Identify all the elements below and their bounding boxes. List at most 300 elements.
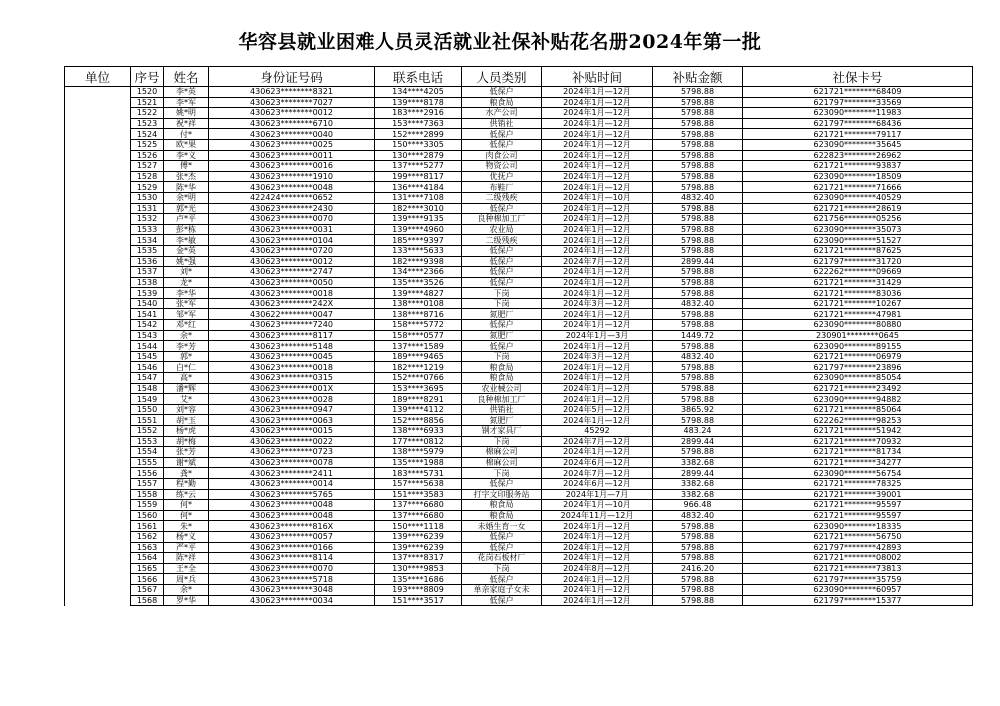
category-cell: 良种棉加工厂 <box>462 394 542 405</box>
name-cell: 李*英 <box>164 87 209 98</box>
column-header: 人员类别 <box>462 67 542 87</box>
seq-cell: 1560 <box>131 510 164 521</box>
unit-cell <box>65 256 131 267</box>
amount-cell: 5798.88 <box>653 214 743 225</box>
card-number-cell: 621721********23492 <box>743 383 973 394</box>
card-number-cell: 621756********05256 <box>743 214 973 225</box>
unit-cell <box>65 478 131 489</box>
category-cell: 低保户 <box>462 267 542 278</box>
unit-cell <box>65 320 131 331</box>
phone-cell: 137****5277 <box>375 161 462 172</box>
category-cell: 单亲家庭子女未 <box>462 584 542 595</box>
amount-cell: 5798.88 <box>653 245 743 256</box>
period-cell: 2024年1月—12月 <box>542 553 653 564</box>
id-number-cell: 430623********0070 <box>209 563 375 574</box>
table-row <box>65 531 973 542</box>
period-cell: 2024年1月—12月 <box>542 235 653 246</box>
amount-cell: 5798.88 <box>653 224 743 235</box>
period-cell: 2024年1月—12月 <box>542 203 653 214</box>
category-cell: 棉麻公司 <box>462 447 542 458</box>
seq-cell: 1541 <box>131 309 164 320</box>
column-header: 单位 <box>65 67 131 87</box>
card-number-cell: 621797********15377 <box>743 595 973 606</box>
phone-cell: 193****8809 <box>375 584 462 595</box>
period-cell: 2024年1月—12月 <box>542 362 653 373</box>
id-number-cell: 430623********0012 <box>209 256 375 267</box>
card-number-cell: 621721********87625 <box>743 245 973 256</box>
period-cell: 2024年1月—12月 <box>542 584 653 595</box>
column-header: 身份证号码 <box>209 67 375 87</box>
name-cell: 练*云 <box>164 489 209 500</box>
category-cell: 氮肥厂 <box>462 309 542 320</box>
phone-cell: 137****8317 <box>375 553 462 564</box>
card-number-cell: 621721********70932 <box>743 436 973 447</box>
name-cell: 王*全 <box>164 563 209 574</box>
amount-cell: 5798.88 <box>653 288 743 299</box>
card-number-cell: 621797********42893 <box>743 542 973 553</box>
card-number-cell: 621721********95597 <box>743 500 973 511</box>
amount-cell: 5798.88 <box>653 108 743 119</box>
phone-cell: 150****3305 <box>375 139 462 150</box>
amount-cell: 5798.88 <box>653 447 743 458</box>
name-cell: 余* <box>164 330 209 341</box>
phone-cell: 139****9135 <box>375 214 462 225</box>
table-row <box>65 245 973 256</box>
phone-cell: 134****4205 <box>375 87 462 98</box>
unit-cell <box>65 182 131 193</box>
table-row <box>65 330 973 341</box>
phone-cell: 189****8291 <box>375 394 462 405</box>
category-cell: 下岗 <box>462 351 542 362</box>
card-number-cell: 621797********31720 <box>743 256 973 267</box>
seq-cell: 1550 <box>131 404 164 415</box>
name-cell: 程*勤 <box>164 478 209 489</box>
column-header: 社保卡号 <box>743 67 973 87</box>
category-cell: 低保户 <box>462 277 542 288</box>
amount-cell: 5798.88 <box>653 182 743 193</box>
table-row <box>65 457 973 468</box>
amount-cell: 5798.88 <box>653 320 743 331</box>
table-row <box>65 510 973 521</box>
card-number-cell: 621721********85064 <box>743 404 973 415</box>
id-number-cell: 430623********8117 <box>209 330 375 341</box>
seq-cell: 1557 <box>131 478 164 489</box>
table-row <box>65 288 973 299</box>
category-cell: 花岗石板材厂 <box>462 553 542 564</box>
seq-cell: 1539 <box>131 288 164 299</box>
table-row <box>65 373 973 384</box>
table-row <box>65 489 973 500</box>
amount-cell: 5798.88 <box>653 161 743 172</box>
phone-cell: 182****1219 <box>375 362 462 373</box>
amount-cell: 5798.88 <box>653 415 743 426</box>
id-number-cell: 430623********0045 <box>209 351 375 362</box>
id-number-cell: 430623********0723 <box>209 447 375 458</box>
id-number-cell: 430623********0070 <box>209 214 375 225</box>
category-cell: 供销社 <box>462 118 542 129</box>
name-cell: 欧*果 <box>164 139 209 150</box>
name-cell: 杨*义 <box>164 531 209 542</box>
phone-cell: 137****1589 <box>375 341 462 352</box>
name-cell: 胡*玉 <box>164 415 209 426</box>
card-number-cell: 621721********51942 <box>743 426 973 437</box>
amount-cell: 5798.88 <box>653 118 743 129</box>
period-cell: 2024年11月—12月 <box>542 510 653 521</box>
category-cell: 肉食公司 <box>462 150 542 161</box>
card-number-cell: 621721********28619 <box>743 203 973 214</box>
period-cell: 2024年1月—12月 <box>542 373 653 384</box>
unit-cell <box>65 584 131 595</box>
name-cell: 陈*祥 <box>164 553 209 564</box>
name-cell: 刘*容 <box>164 404 209 415</box>
id-number-cell: 430623********0166 <box>209 542 375 553</box>
category-cell: 粮食局 <box>462 362 542 373</box>
table-row <box>65 447 973 458</box>
seq-cell: 1559 <box>131 500 164 511</box>
category-cell: 钢才家具厂 <box>462 426 542 437</box>
amount-cell: 5798.88 <box>653 553 743 564</box>
amount-cell: 5798.88 <box>653 574 743 585</box>
phone-cell: 134****2366 <box>375 267 462 278</box>
card-number-cell: 621797********33569 <box>743 97 973 108</box>
category-cell: 低保户 <box>462 478 542 489</box>
id-number-cell: 430623********5765 <box>209 489 375 500</box>
table-row <box>65 150 973 161</box>
period-cell: 2024年6月—12月 <box>542 457 653 468</box>
name-cell: 邓*红 <box>164 320 209 331</box>
id-number-cell: 430623********0078 <box>209 457 375 468</box>
seq-cell: 1554 <box>131 447 164 458</box>
phone-cell: 183****2916 <box>375 108 462 119</box>
unit-cell <box>65 309 131 320</box>
id-number-cell: 430623********8114 <box>209 553 375 564</box>
category-cell: 粮食局 <box>462 97 542 108</box>
unit-cell <box>65 171 131 182</box>
unit-cell <box>65 108 131 119</box>
name-cell: 朱* <box>164 521 209 532</box>
amount-cell: 5798.88 <box>653 309 743 320</box>
id-number-cell: 430623********0018 <box>209 362 375 373</box>
card-number-cell: 622823********26962 <box>743 150 973 161</box>
column-header: 姓名 <box>164 67 209 87</box>
card-number-cell: 623090********18335 <box>743 521 973 532</box>
seq-cell: 1531 <box>131 203 164 214</box>
card-number-cell: 623090********18509 <box>743 171 973 182</box>
phone-cell: 152****0766 <box>375 373 462 384</box>
table-row <box>65 192 973 203</box>
seq-cell: 1536 <box>131 256 164 267</box>
amount-cell: 5798.88 <box>653 150 743 161</box>
name-cell: 彭*栋 <box>164 224 209 235</box>
category-cell: 下岗 <box>462 288 542 299</box>
id-number-cell: 430623********3048 <box>209 584 375 595</box>
unit-cell <box>65 489 131 500</box>
phone-cell: 150****1118 <box>375 521 462 532</box>
card-number-cell: 621721********73813 <box>743 563 973 574</box>
period-cell: 2024年1月—12月 <box>542 118 653 129</box>
amount-cell: 5798.88 <box>653 235 743 246</box>
unit-cell <box>65 97 131 108</box>
period-cell: 2024年1月—12月 <box>542 309 653 320</box>
card-number-cell: 621721********93837 <box>743 161 973 172</box>
phone-cell: 138****8716 <box>375 309 462 320</box>
seq-cell: 1551 <box>131 415 164 426</box>
table-row <box>65 139 973 150</box>
table-row <box>65 436 973 447</box>
seq-cell: 1546 <box>131 362 164 373</box>
unit-cell <box>65 341 131 352</box>
id-number-cell: 430623********6710 <box>209 118 375 129</box>
period-cell: 2024年7月—12月 <box>542 256 653 267</box>
seq-cell: 1556 <box>131 468 164 479</box>
amount-cell: 5798.88 <box>653 362 743 373</box>
page-title: 华容县就业困难人员灵活就业社保补贴花名册2024年第一批 <box>238 31 762 53</box>
amount-cell: 5798.88 <box>653 139 743 150</box>
unit-cell <box>65 447 131 458</box>
table-row <box>65 521 973 532</box>
unit-cell <box>65 468 131 479</box>
category-cell: 低保户 <box>462 341 542 352</box>
card-number-cell: 623090********80880 <box>743 320 973 331</box>
amount-cell: 1449.72 <box>653 330 743 341</box>
id-number-cell: 430623********0040 <box>209 129 375 140</box>
name-cell: 邹*军 <box>164 309 209 320</box>
unit-cell <box>65 214 131 225</box>
period-cell: 2024年1月—12月 <box>542 447 653 458</box>
period-cell: 2024年1月—12月 <box>542 224 653 235</box>
name-cell: 严*平 <box>164 542 209 553</box>
name-cell: 陈*华 <box>164 182 209 193</box>
name-cell: 张*芳 <box>164 447 209 458</box>
period-cell: 2024年1月—12月 <box>542 521 653 532</box>
unit-cell <box>65 563 131 574</box>
category-cell: 供销社 <box>462 404 542 415</box>
unit-cell <box>65 203 131 214</box>
period-cell: 2024年5月—12月 <box>542 404 653 415</box>
period-cell: 2024年1月—12月 <box>542 288 653 299</box>
column-header: 序号 <box>131 67 164 87</box>
card-number-cell: 623090********35073 <box>743 224 973 235</box>
table-body <box>65 87 973 606</box>
card-number-cell: 621721********68409 <box>743 87 973 98</box>
seq-cell: 1540 <box>131 298 164 309</box>
category-cell: 下岗 <box>462 468 542 479</box>
phone-cell: 139****8178 <box>375 97 462 108</box>
period-cell: 2024年1月—12月 <box>542 108 653 119</box>
amount-cell: 2899.44 <box>653 436 743 447</box>
name-cell: 付* <box>164 129 209 140</box>
table-row <box>65 108 973 119</box>
seq-cell: 1567 <box>131 584 164 595</box>
phone-cell: 138****0108 <box>375 298 462 309</box>
name-cell: 罗*华 <box>164 595 209 606</box>
category-cell: 棉麻公司 <box>462 457 542 468</box>
amount-cell: 3382.68 <box>653 478 743 489</box>
amount-cell: 5798.88 <box>653 277 743 288</box>
phone-cell: 130****9853 <box>375 563 462 574</box>
period-cell: 2024年1月—12月 <box>542 171 653 182</box>
table-row <box>65 415 973 426</box>
name-cell: 刘* <box>164 267 209 278</box>
unit-cell <box>65 192 131 203</box>
table-row <box>65 404 973 415</box>
table-row <box>65 171 973 182</box>
period-cell: 2024年6月—12月 <box>542 478 653 489</box>
card-number-cell: 623090********85054 <box>743 373 973 384</box>
id-number-cell: 430623********0022 <box>209 436 375 447</box>
phone-cell: 151****3583 <box>375 489 462 500</box>
amount-cell: 5798.88 <box>653 203 743 214</box>
phone-cell: 158****0577 <box>375 330 462 341</box>
period-cell: 2024年1月—12月 <box>542 574 653 585</box>
seq-cell: 1568 <box>131 595 164 606</box>
unit-cell <box>65 394 131 405</box>
category-cell: 农业局 <box>462 224 542 235</box>
table-row <box>65 595 973 606</box>
id-number-cell: 430623********0104 <box>209 235 375 246</box>
period-cell: 2024年7月—12月 <box>542 436 653 447</box>
name-cell: 龙* <box>164 277 209 288</box>
phone-cell: 139****6239 <box>375 542 462 553</box>
unit-cell <box>65 150 131 161</box>
unit-cell <box>65 224 131 235</box>
card-number-cell: 623090********11983 <box>743 108 973 119</box>
id-number-cell: 430623********001X <box>209 383 375 394</box>
amount-cell: 5798.88 <box>653 542 743 553</box>
amount-cell: 5798.88 <box>653 383 743 394</box>
unit-cell <box>65 277 131 288</box>
amount-cell: 3382.68 <box>653 457 743 468</box>
card-number-cell: 623090********40529 <box>743 192 973 203</box>
card-number-cell: 621797********23896 <box>743 362 973 373</box>
category-cell: 优抚户 <box>462 171 542 182</box>
seq-cell: 1526 <box>131 150 164 161</box>
amount-cell: 5798.88 <box>653 595 743 606</box>
name-cell: 郭*光 <box>164 203 209 214</box>
period-cell: 2024年1月—12月 <box>542 320 653 331</box>
table-row <box>65 235 973 246</box>
seq-cell: 1537 <box>131 267 164 278</box>
id-number-cell: 430623********0063 <box>209 415 375 426</box>
seq-cell: 1561 <box>131 521 164 532</box>
name-cell: 祝*祥 <box>164 118 209 129</box>
category-cell: 低保户 <box>462 531 542 542</box>
category-cell: 低保户 <box>462 139 542 150</box>
id-number-cell: 430623********0018 <box>209 288 375 299</box>
category-cell: 布鞋厂 <box>462 182 542 193</box>
column-header: 联系电话 <box>375 67 462 87</box>
name-cell: 傅* <box>164 161 209 172</box>
amount-cell: 5798.88 <box>653 171 743 182</box>
card-number-cell: 623090********35645 <box>743 139 973 150</box>
period-cell: 2024年1月—12月 <box>542 150 653 161</box>
amount-cell: 5798.88 <box>653 87 743 98</box>
unit-cell <box>65 87 131 98</box>
table-row <box>65 118 973 129</box>
unit-cell <box>65 118 131 129</box>
card-number-cell: 621721********08002 <box>743 553 973 564</box>
seq-cell: 1527 <box>131 161 164 172</box>
category-cell: 氮肥厂 <box>462 415 542 426</box>
table-row <box>65 553 973 564</box>
seq-cell: 1553 <box>131 436 164 447</box>
phone-cell: 130****2879 <box>375 150 462 161</box>
amount-cell: 5798.88 <box>653 521 743 532</box>
phone-cell: 135****1686 <box>375 574 462 585</box>
card-number-cell: 621721********79117 <box>743 129 973 140</box>
unit-cell <box>65 129 131 140</box>
period-cell: 2024年1月—12月 <box>542 214 653 225</box>
amount-cell: 5798.88 <box>653 129 743 140</box>
id-number-cell: 430623********0947 <box>209 404 375 415</box>
card-number-cell: 621721********83036 <box>743 288 973 299</box>
name-cell: 白*仁 <box>164 362 209 373</box>
card-number-cell: 621721********39001 <box>743 489 973 500</box>
amount-cell: 4832.40 <box>653 351 743 362</box>
amount-cell: 4832.40 <box>653 510 743 521</box>
seq-cell: 1520 <box>131 87 164 98</box>
period-cell: 2024年3月—12月 <box>542 298 653 309</box>
unit-cell <box>65 383 131 394</box>
id-number-cell: 430623********0025 <box>209 139 375 150</box>
seq-cell: 1555 <box>131 457 164 468</box>
table-row <box>65 256 973 267</box>
category-cell: 下岗 <box>462 298 542 309</box>
category-cell: 粮食局 <box>462 500 542 511</box>
seq-cell: 1525 <box>131 139 164 150</box>
id-number-cell: 430623********0028 <box>209 394 375 405</box>
name-cell: 杨*虎 <box>164 426 209 437</box>
card-number-cell: 621797********35759 <box>743 574 973 585</box>
period-cell: 2024年8月—12月 <box>542 563 653 574</box>
phone-cell: 189****9465 <box>375 351 462 362</box>
name-cell: 何* <box>164 510 209 521</box>
id-number-cell: 430623********5148 <box>209 341 375 352</box>
id-number-cell: 430623********0057 <box>209 531 375 542</box>
id-number-cell: 430623********8321 <box>209 87 375 98</box>
phone-cell: 139****4960 <box>375 224 462 235</box>
name-cell: 郭* <box>164 351 209 362</box>
unit-cell <box>65 510 131 521</box>
id-number-cell: 430623********0048 <box>209 510 375 521</box>
seq-cell: 1533 <box>131 224 164 235</box>
table-row <box>65 500 973 511</box>
id-number-cell: 430623********7240 <box>209 320 375 331</box>
id-number-cell: 430623********2430 <box>209 203 375 214</box>
card-number-cell: 621721********31429 <box>743 277 973 288</box>
table-row <box>65 182 973 193</box>
seq-cell: 1542 <box>131 320 164 331</box>
phone-cell: 138****5979 <box>375 447 462 458</box>
id-number-cell: 430623********2747 <box>209 267 375 278</box>
amount-cell: 5798.88 <box>653 97 743 108</box>
name-cell: 谢*斌 <box>164 457 209 468</box>
name-cell: 余*明 <box>164 192 209 203</box>
category-cell: 低保户 <box>462 245 542 256</box>
category-cell: 下岗 <box>462 563 542 574</box>
seq-cell: 1534 <box>131 235 164 246</box>
phone-cell: 137****6680 <box>375 500 462 511</box>
unit-cell <box>65 404 131 415</box>
category-cell: 粮食局 <box>462 510 542 521</box>
category-cell: 低保户 <box>462 320 542 331</box>
card-number-cell: 622262********98253 <box>743 415 973 426</box>
unit-cell <box>65 362 131 373</box>
category-cell: 低保户 <box>462 542 542 553</box>
seq-cell: 1532 <box>131 214 164 225</box>
card-number-cell: 623090********89155 <box>743 341 973 352</box>
table-row <box>65 214 973 225</box>
